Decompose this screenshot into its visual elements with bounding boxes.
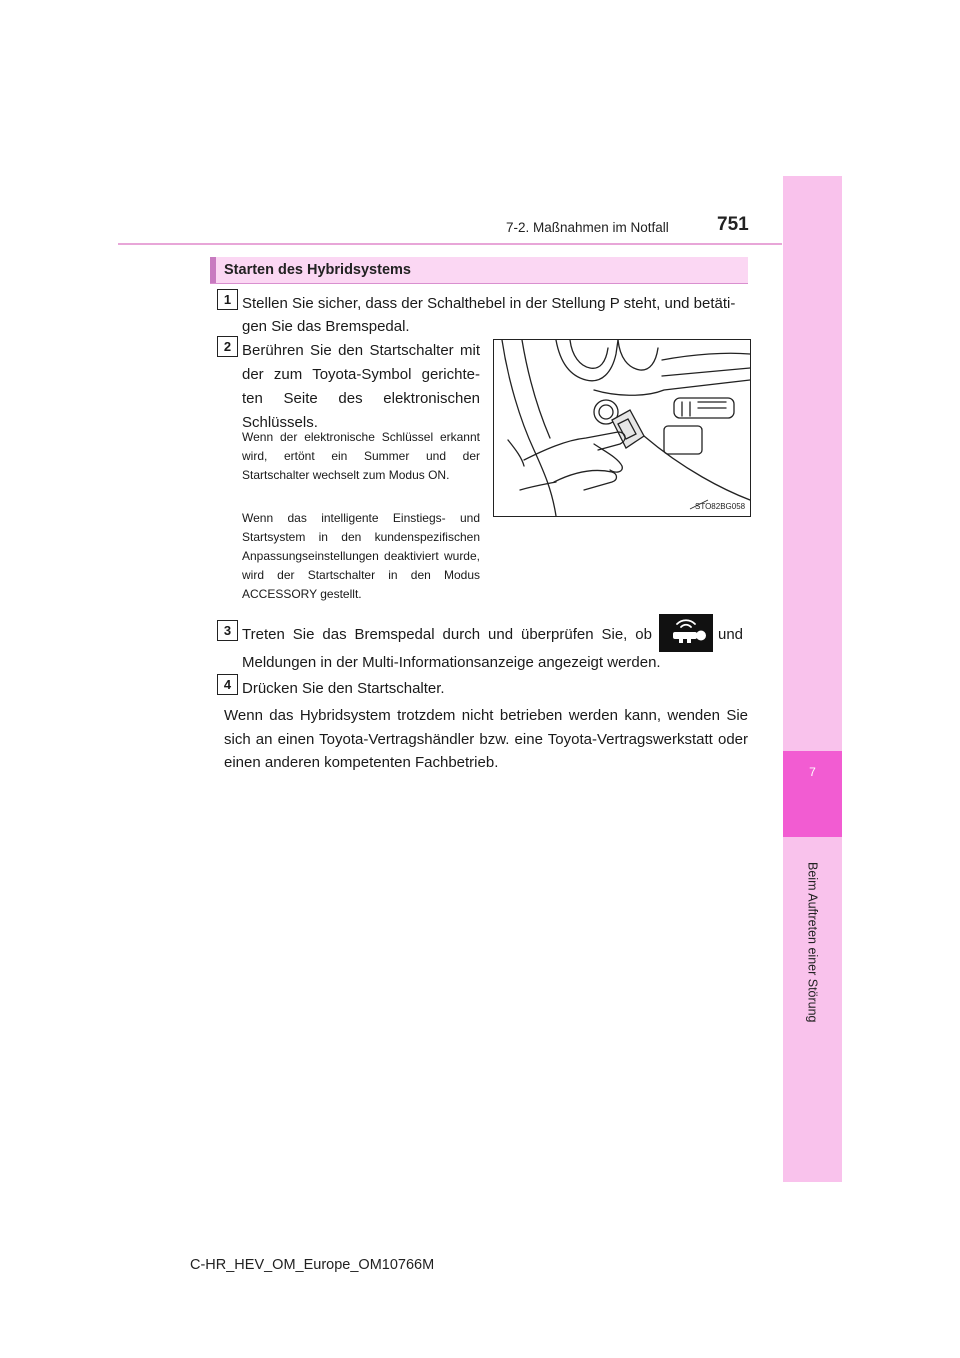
step-3-line-1: Treten Sie das Bremspedal durch und überprüfen Sie, ob <box>242 626 652 643</box>
step-1-line-1: Stellen Sie sicher, dass der Schalthebel in der Stellung P steht, und betäti- <box>242 295 736 312</box>
step-1-line-2: gen Sie das Bremspedal. <box>242 318 410 335</box>
figure-code: STO82BG058 <box>695 502 746 511</box>
header-rule <box>118 243 782 245</box>
chapter-number: 7 <box>809 765 816 779</box>
step-number-1: 1 <box>217 289 238 310</box>
step-3-line-1-end: und <box>718 626 744 643</box>
key-warning-glyph <box>659 614 713 652</box>
illustration-start-switch <box>493 339 751 517</box>
step-3-line-2: Meldungen in der Multi-Informationsanzeige angezeigt werden. <box>242 654 661 671</box>
section-title: Starten des Hybridsystems <box>224 262 411 278</box>
step-2-note-2: Wenn das intelligente Einstiegs- und Startsystem in den kundenspezifischen Anpassungseinstellungen deaktiviert wurde, wird der Startschalter in den Modus ACCESSORY gestellt. <box>242 511 480 601</box>
chapter-tab <box>783 176 842 1182</box>
document-footer: C-HR_HEV_OM_Europe_OM10766M <box>190 1257 435 1273</box>
page-number: 751 <box>717 214 749 235</box>
chapter-title-vertical <box>775 862 850 1023</box>
step-number-2: 2 <box>217 336 238 357</box>
chapter-tab-marker <box>783 751 842 837</box>
step-number-4: 4 <box>217 674 238 695</box>
running-header-section: 7-2. Maßnahmen im Notfall <box>506 220 669 235</box>
step-2-note-1: Wenn der elektronische Schlüssel erkannt wird, ertönt ein Summer und der Startschalter wechselt zum Modus ON. <box>242 430 480 482</box>
chapter-title: Beim Auftreten einer Störung <box>805 862 820 1023</box>
step-4-text: Drücken Sie den Startschalter. <box>242 680 445 697</box>
key-warning-icon <box>659 614 713 652</box>
step-number-3: 3 <box>217 620 238 641</box>
closing-paragraph: Wenn das Hybridsystem trotzdem nicht betrieben werden kann, wenden Sie sich an einen Toyota-Vertragshändler bzw. eine Toyota-Vertragswerkstatt oder einen anderen kompetenten Fachbetrieb. <box>224 707 748 771</box>
start-switch-drawing <box>494 340 750 516</box>
step-2-text: Berühren Sie den Startschalter mit der zum Toyota-Symbol gerichte-ten Seite des elektronischen Schlüssels. <box>242 342 480 431</box>
section-heading-accent <box>210 257 216 283</box>
